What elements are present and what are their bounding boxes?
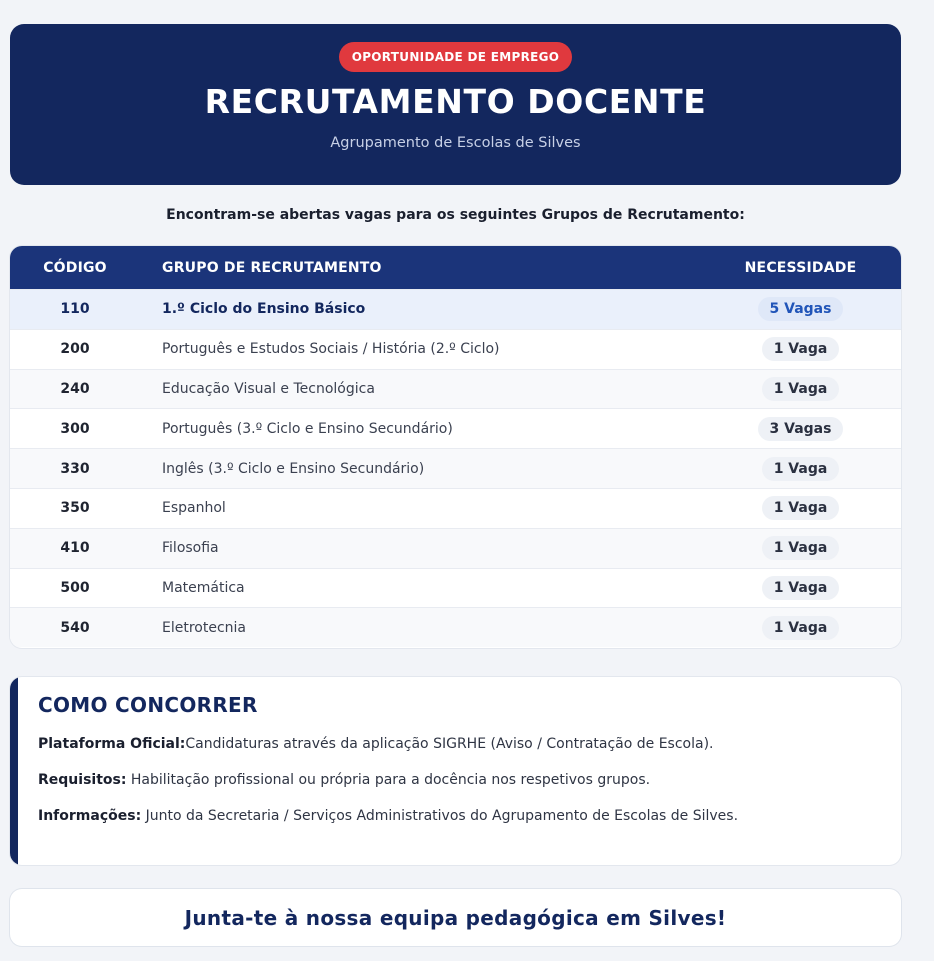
table-row — [10, 329, 901, 369]
table-body — [10, 289, 901, 647]
row-need — [700, 377, 901, 401]
vacancy-count-badge: 1 Vaga — [762, 536, 840, 560]
vacancy-count-badge: 1 Vaga — [762, 377, 840, 401]
table-row — [10, 528, 901, 568]
row-need — [700, 417, 901, 441]
vacancy-count-badge: 3 Vagas — [758, 417, 844, 441]
vacancy-count-badge: 1 Vaga — [762, 616, 840, 640]
vacancy-count-badge: 5 Vagas — [758, 297, 844, 321]
row-code: 240 — [60, 380, 90, 397]
row-need — [700, 616, 901, 640]
call-to-action: Junta-te à nossa equipa pedagógica em Silves! — [10, 889, 901, 946]
row-group: Educação Visual e Tecnológica — [162, 380, 375, 397]
vacancy-count-badge: 1 Vaga — [762, 576, 840, 600]
row-need — [700, 536, 901, 560]
page-title: RECRUTAMENTO DOCENTE — [204, 82, 707, 121]
vacancies-table — [10, 246, 901, 648]
row-need — [700, 576, 901, 600]
row-group: Eletrotecnia — [162, 619, 246, 636]
row-code: 200 — [60, 341, 90, 358]
vacancy-count-badge: 1 Vaga — [762, 457, 840, 481]
row-group: Português e Estudos Sociais / História (2.º Ciclo) — [162, 341, 500, 358]
row-group: Matemática — [162, 579, 245, 596]
table-header — [10, 246, 901, 289]
accent-bar — [10, 677, 18, 865]
table-row — [10, 488, 901, 528]
requirements-line — [38, 772, 650, 788]
page-subtitle: Agrupamento de Escolas de Silves — [330, 135, 581, 151]
row-code: 540 — [60, 619, 90, 636]
header-banner — [10, 24, 901, 185]
intro-text: Encontram-se abertas vagas para os seguintes Grupos de Recrutamento: — [166, 207, 745, 223]
row-need — [700, 457, 901, 481]
row-need — [700, 337, 901, 361]
vacancy-count-badge: 1 Vaga — [762, 337, 840, 361]
row-code: 410 — [60, 540, 90, 557]
row-group: Espanhol — [162, 500, 226, 517]
table-row — [10, 607, 901, 647]
job-opportunity-badge: OPORTUNIDADE DE EMPREGO — [339, 42, 573, 72]
row-group: Português (3.º Ciclo e Ensino Secundário) — [162, 420, 453, 437]
table-row — [10, 289, 901, 329]
row-group: 1.º Ciclo do Ensino Básico — [162, 301, 366, 318]
information-text: Junto da Secretaria / Serviços Administrativos do Agrupamento de Escolas de Silves. — [141, 808, 739, 824]
header-need: NECESSIDADE — [744, 259, 857, 276]
row-code: 500 — [60, 579, 90, 596]
table-row — [10, 568, 901, 608]
information-label: Informações: — [38, 808, 142, 824]
row-group: Filosofia — [162, 540, 219, 557]
row-code: 350 — [60, 500, 90, 517]
row-code: 110 — [60, 301, 90, 318]
platform-line — [38, 736, 714, 752]
table-row — [10, 448, 901, 488]
header-code: CÓDIGO — [43, 259, 107, 276]
table-row — [10, 369, 901, 409]
row-code: 330 — [60, 460, 90, 477]
how-to-apply-card — [10, 677, 901, 865]
row-need — [700, 496, 901, 520]
requirements-label: Requisitos: — [38, 772, 127, 788]
information-line — [38, 808, 738, 824]
requirements-text: Habilitação profissional ou própria para a docência nos respetivos grupos. — [126, 772, 651, 788]
table-row — [10, 408, 901, 448]
row-code: 300 — [60, 420, 90, 437]
header-group: GRUPO DE RECRUTAMENTO — [162, 259, 382, 276]
row-group: Inglês (3.º Ciclo e Ensino Secundário) — [162, 460, 425, 477]
vacancy-count-badge: 1 Vaga — [762, 496, 840, 520]
how-to-apply-title: COMO CONCORRER — [38, 693, 258, 717]
platform-label: Plataforma Oficial: — [38, 736, 186, 752]
platform-text: Candidaturas através da aplicação SIGRHE (Aviso / Contratação de Escola). — [185, 736, 714, 752]
row-need — [700, 297, 901, 321]
